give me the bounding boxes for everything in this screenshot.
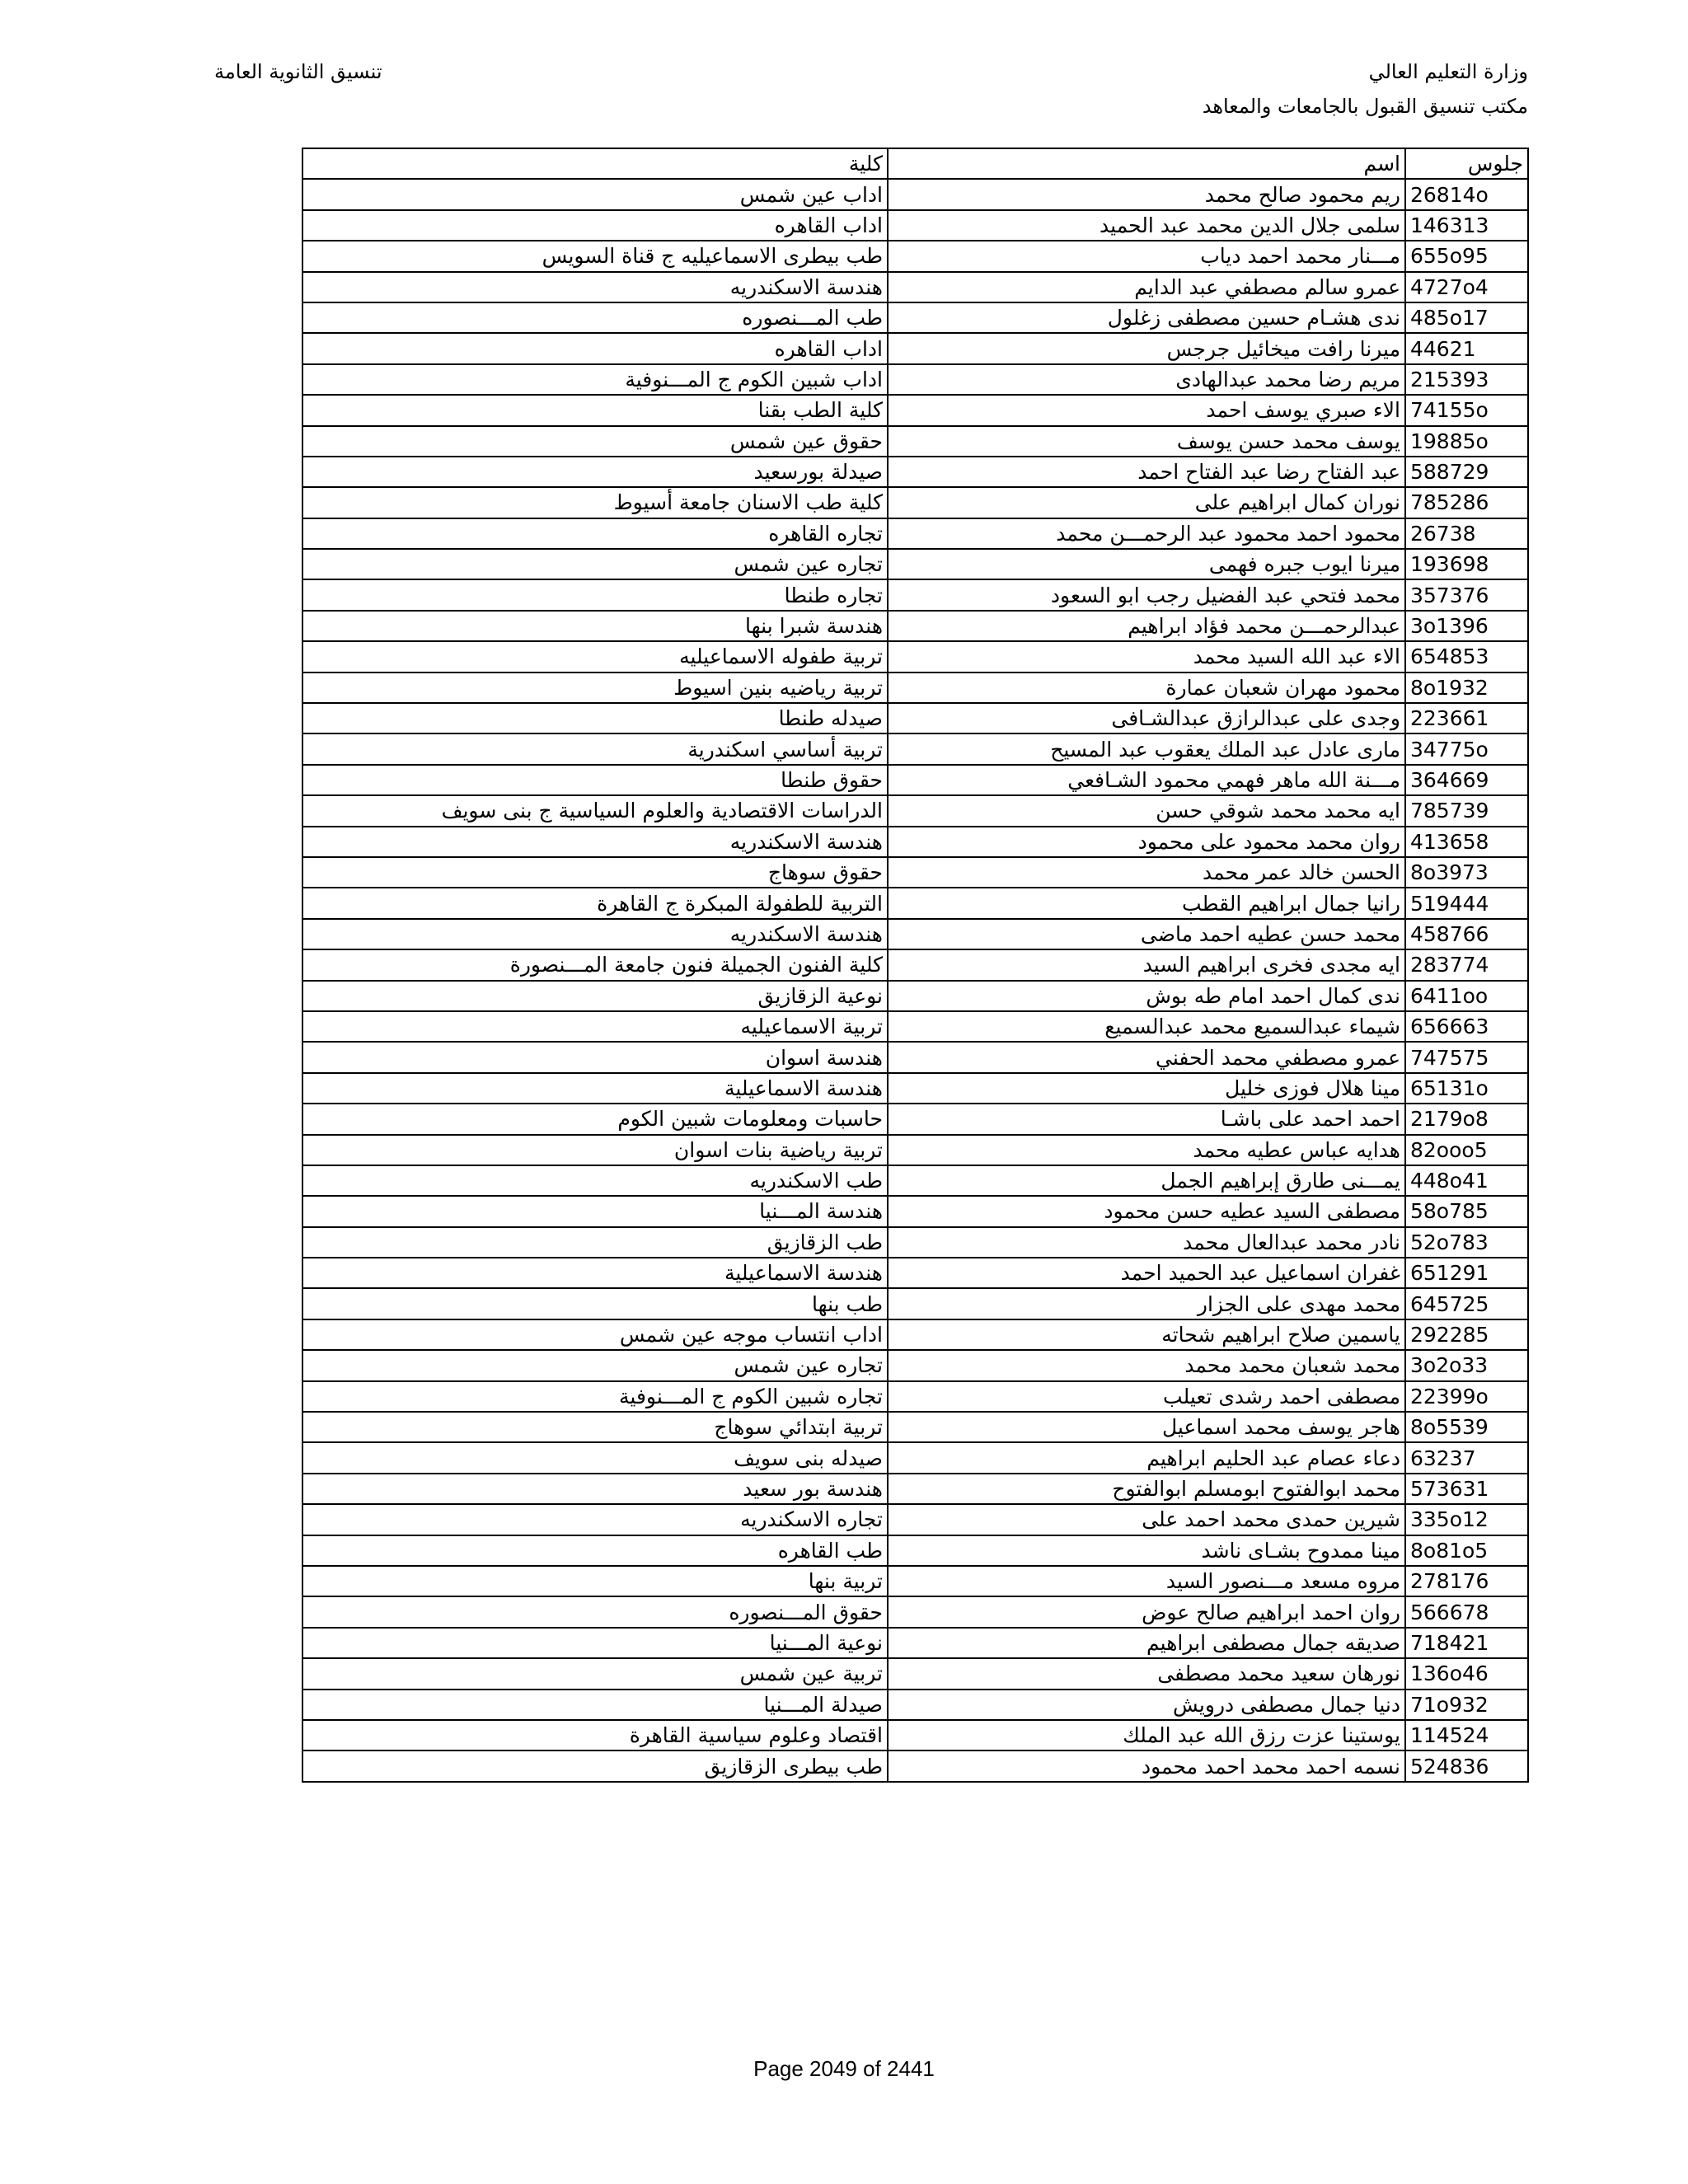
seat-number-cell: 8o5539 <box>1405 1412 1528 1442</box>
faculty-cell: حقوق طنطا <box>302 765 888 795</box>
seat-number-cell: 566678 <box>1405 1596 1528 1627</box>
table-row <box>302 857 1528 888</box>
student-name-cell: يوستينا عزت رزق الله عبد الملك <box>888 1720 1405 1750</box>
table-row <box>302 426 1528 457</box>
student-name-cell: محمد شعبان محمد محمد <box>888 1350 1405 1380</box>
student-name-cell: صديقه جمال مصطفى ابراهيم <box>888 1628 1405 1658</box>
table-row <box>302 210 1528 241</box>
table-row <box>302 888 1528 918</box>
faculty-cell: هندسة اسوان <box>302 1042 888 1072</box>
student-name-cell: عمرو سالم مصطفي عبد الدايم <box>888 272 1405 302</box>
faculty-cell: اداب انتساب موجه عين شمس <box>302 1319 888 1350</box>
student-name-cell: عبد الفتاح رضا عبد الفتاح احمد <box>888 457 1405 487</box>
student-name-cell: ياسمين صلاح ابراهيم شحاته <box>888 1319 1405 1350</box>
student-name-cell: مروه مسعد مـــنصور السيد <box>888 1566 1405 1596</box>
table-row <box>302 1104 1528 1134</box>
seat-number-cell: 655o95 <box>1405 241 1528 271</box>
faculty-cell: طب الاسكندريه <box>302 1165 888 1196</box>
seat-number-cell: 71o932 <box>1405 1690 1528 1720</box>
table-row <box>302 949 1528 980</box>
seat-number-cell: 651291 <box>1405 1258 1528 1288</box>
page-number: Page 2049 of 2441 <box>753 2056 935 2081</box>
faculty-cell: اداب القاهره <box>302 210 888 241</box>
table-row <box>302 549 1528 579</box>
seat-number-cell: 63237 <box>1405 1442 1528 1473</box>
faculty-cell: تجاره القاهره <box>302 518 888 549</box>
faculty-cell: تربية ابتدائي سوهاج <box>302 1412 888 1442</box>
table-row <box>302 302 1528 333</box>
table-row <box>302 1474 1528 1504</box>
table-row <box>302 457 1528 487</box>
student-name-cell: عمرو مصطفي محمد الحفني <box>888 1042 1405 1072</box>
seat-number-cell: 19885o <box>1405 426 1528 457</box>
faculty-cell: تجاره الاسكندريه <box>302 1504 888 1535</box>
student-name-cell: احمد احمد على باشـا <box>888 1104 1405 1134</box>
faculty-cell: تربية عين شمس <box>302 1658 888 1689</box>
table-row <box>302 673 1528 703</box>
faculty-cell: هندسة المـــنيا <box>302 1196 888 1226</box>
student-name-cell: عبدالرحمـــن محمد فؤاد ابراهيم <box>888 611 1405 641</box>
faculty-cell: صيدلة المـــنيا <box>302 1690 888 1720</box>
table-row <box>302 1227 1528 1258</box>
student-name-cell: مـــنار محمد احمد دياب <box>888 241 1405 271</box>
faculty-cell: اقتصاد وعلوم سياسية القاهرة <box>302 1720 888 1750</box>
seat-number-cell: 74155o <box>1405 395 1528 425</box>
table-row <box>302 827 1528 857</box>
seat-number-cell: 524836 <box>1405 1750 1528 1781</box>
table-row <box>302 919 1528 949</box>
table-row <box>302 487 1528 518</box>
faculty-cell: هندسة الاسكندريه <box>302 919 888 949</box>
seat-number-cell: 335o12 <box>1405 1504 1528 1535</box>
student-name-cell: يوسف محمد حسن يوسف <box>888 426 1405 457</box>
seat-number-cell: 747575 <box>1405 1042 1528 1072</box>
seat-number-cell: 283774 <box>1405 949 1528 980</box>
table-row <box>302 1381 1528 1412</box>
seat-number-cell: 2179o8 <box>1405 1104 1528 1134</box>
table-row <box>302 1504 1528 1535</box>
seat-number-cell: 3o2o33 <box>1405 1350 1528 1380</box>
student-name-cell: ايه مجدى فخرى ابراهيم السيد <box>888 949 1405 980</box>
seat-number-cell: 588729 <box>1405 457 1528 487</box>
student-name-cell: نسمه احمد محمد احمد محمود <box>888 1750 1405 1781</box>
faculty-cell: كلية الفنون الجميلة فنون جامعة المـــنصورة <box>302 949 888 980</box>
student-name-cell: محمد فتحي عبد الفضيل رجب ابو السعود <box>888 579 1405 610</box>
seat-number-cell: 448o41 <box>1405 1165 1528 1196</box>
table-row <box>302 795 1528 826</box>
student-name-cell: روان احمد ابراهيم صالح عوض <box>888 1596 1405 1627</box>
table-row <box>302 1628 1528 1658</box>
seat-number-cell: 136o46 <box>1405 1658 1528 1689</box>
table-row <box>302 1288 1528 1319</box>
table-row <box>302 1042 1528 1072</box>
student-name-cell: نادر محمد عبدالعال محمد <box>888 1227 1405 1258</box>
table-row <box>302 1073 1528 1104</box>
faculty-cell: اداب القاهره <box>302 333 888 363</box>
faculty-cell: حاسبات ومعلومات شبين الكوم <box>302 1104 888 1134</box>
seat-number-cell: 485o17 <box>1405 302 1528 333</box>
seat-number-cell: 6411oo <box>1405 981 1528 1011</box>
table-row <box>302 1258 1528 1288</box>
faculty-cell: تربية طفوله الاسماعيليه <box>302 641 888 672</box>
seat-number-cell: 413658 <box>1405 827 1528 857</box>
student-name-cell: دعاء عصام عبد الحليم ابراهيم <box>888 1442 1405 1473</box>
seat-number-cell: 26738 <box>1405 518 1528 549</box>
faculty-cell: نوعية المـــنيا <box>302 1628 888 1658</box>
student-name-cell: محمد مهدى على الجزار <box>888 1288 1405 1319</box>
faculty-cell: طب الزقازيق <box>302 1227 888 1258</box>
faculty-cell: كلية طب الاسنان جامعة أسيوط <box>302 487 888 518</box>
table-header-row <box>302 148 1528 179</box>
student-name-cell: ميرنا ايوب جبره فهمى <box>888 549 1405 579</box>
seat-number-cell: 8o81o5 <box>1405 1535 1528 1566</box>
seat-number-cell: 718421 <box>1405 1628 1528 1658</box>
section-title: تنسيق الثانوية العامة <box>214 60 382 83</box>
table-row <box>302 1011 1528 1042</box>
student-name-cell: الاء صبري يوسف احمد <box>888 395 1405 425</box>
table-row <box>302 1720 1528 1750</box>
faculty-cell: طب القاهره <box>302 1535 888 1566</box>
faculty-cell: نوعية الزقازيق <box>302 981 888 1011</box>
faculty-cell: هندسة بور سعيد <box>302 1474 888 1504</box>
faculty-cell: تربية رياضية بنات اسوان <box>302 1135 888 1165</box>
seat-number-cell: 656663 <box>1405 1011 1528 1042</box>
table-row <box>302 1196 1528 1226</box>
student-name-cell: مصطفى احمد رشدى تعيلب <box>888 1381 1405 1412</box>
student-name-cell: شيرين حمدى محمد احمد على <box>888 1504 1405 1535</box>
faculty-cell: تربية بنها <box>302 1566 888 1596</box>
student-name-cell: مينا ممدوح بشـاى ناشد <box>888 1535 1405 1566</box>
seat-number-cell: 26814o <box>1405 179 1528 209</box>
faculty-cell: تربية الاسماعيليه <box>302 1011 888 1042</box>
seat-number-cell: 8o3973 <box>1405 857 1528 888</box>
student-name-cell: روان محمد محمود على محمود <box>888 827 1405 857</box>
faculty-cell: حقوق عين شمس <box>302 426 888 457</box>
column-header-seat: جلوس <box>1405 148 1528 179</box>
student-name-cell: ايه محمد محمد شوقي حسن <box>888 795 1405 826</box>
table-row <box>302 1165 1528 1196</box>
faculty-cell: طب بنها <box>302 1288 888 1319</box>
student-name-cell: مارى عادل عبد الملك يعقوب عبد المسيح <box>888 733 1405 764</box>
office-title: مكتب تنسيق القبول بالجامعات والمعاهد <box>1202 95 1528 118</box>
faculty-cell: اداب عين شمس <box>302 179 888 209</box>
table-row <box>302 241 1528 271</box>
table-row <box>302 1535 1528 1566</box>
seat-number-cell: 22399o <box>1405 1381 1528 1412</box>
table-row <box>302 179 1528 209</box>
faculty-cell: هندسة الاسكندريه <box>302 272 888 302</box>
table-row <box>302 641 1528 672</box>
faculty-cell: تجاره شبين الكوم ج المـــنوفية <box>302 1381 888 1412</box>
seat-number-cell: 65131o <box>1405 1073 1528 1104</box>
faculty-cell: حقوق المـــنصوره <box>302 1596 888 1627</box>
column-header-faculty: كلية <box>302 148 888 179</box>
faculty-cell: كلية الطب بقنا <box>302 395 888 425</box>
faculty-cell: هندسة شبرا بنها <box>302 611 888 641</box>
seat-number-cell: 34775o <box>1405 733 1528 764</box>
seat-number-cell: 785286 <box>1405 487 1528 518</box>
student-name-cell: ريم محمود صالح محمد <box>888 179 1405 209</box>
student-name-cell: نوران كمال ابراهيم على <box>888 487 1405 518</box>
table-row <box>302 765 1528 795</box>
seat-number-cell: 573631 <box>1405 1474 1528 1504</box>
table-row <box>302 364 1528 395</box>
table-row <box>302 1319 1528 1350</box>
faculty-cell: طب بيطرى الاسماعيليه ج قناة السويس <box>302 241 888 271</box>
student-name-cell: دنيا جمال مصطفى درويش <box>888 1690 1405 1720</box>
student-name-cell: مصطفى السيد عطيه حسن محمود <box>888 1196 1405 1226</box>
faculty-cell: طب بيطرى الزقازيق <box>302 1750 888 1781</box>
table-row <box>302 1750 1528 1781</box>
student-name-cell: هاجر يوسف محمد اسماعيل <box>888 1412 1405 1442</box>
table-row <box>302 1135 1528 1165</box>
faculty-cell: صيدله بنى سويف <box>302 1442 888 1473</box>
table-row <box>302 1412 1528 1442</box>
table-row <box>302 733 1528 764</box>
seat-number-cell: 193698 <box>1405 549 1528 579</box>
table-row <box>302 703 1528 733</box>
student-name-cell: محمد ابوالفتوح ابومسلم ابوالفتوح <box>888 1474 1405 1504</box>
faculty-cell: حقوق سوهاج <box>302 857 888 888</box>
column-header-name: اسم <box>888 148 1405 179</box>
seat-number-cell: 223661 <box>1405 703 1528 733</box>
table-body <box>302 179 1528 1781</box>
student-name-cell: محمد حسن عطيه احمد ماضى <box>888 919 1405 949</box>
table-row <box>302 1566 1528 1596</box>
student-name-cell: مـــنة الله ماهر فهمي محمود الشـافعي <box>888 765 1405 795</box>
ministry-title: وزارة التعليم العالي <box>1368 60 1528 83</box>
seat-number-cell: 785739 <box>1405 795 1528 826</box>
seat-number-cell: 44621 <box>1405 333 1528 363</box>
faculty-cell: تجاره عين شمس <box>302 549 888 579</box>
seat-number-cell: 114524 <box>1405 1720 1528 1750</box>
faculty-cell: تجاره طنطا <box>302 579 888 610</box>
table-row <box>302 1350 1528 1380</box>
faculty-cell: طب المـــنصوره <box>302 302 888 333</box>
table-row <box>302 579 1528 610</box>
seat-number-cell: 357376 <box>1405 579 1528 610</box>
student-name-cell: الحسن خالد عمر محمد <box>888 857 1405 888</box>
seat-number-cell: 82ooo5 <box>1405 1135 1528 1165</box>
table-row <box>302 1690 1528 1720</box>
seat-number-cell: 3o1396 <box>1405 611 1528 641</box>
student-name-cell: وجدى على عبدالرازق عبدالشـافى <box>888 703 1405 733</box>
student-name-cell: نورهان سعيد محمد مصطفى <box>888 1658 1405 1689</box>
seat-number-cell: 52o783 <box>1405 1227 1528 1258</box>
seat-number-cell: 4727o4 <box>1405 272 1528 302</box>
faculty-cell: تجاره عين شمس <box>302 1350 888 1380</box>
faculty-cell: تربية رياضيه بنين اسيوط <box>302 673 888 703</box>
table-row <box>302 611 1528 641</box>
table-row <box>302 981 1528 1011</box>
seat-number-cell: 364669 <box>1405 765 1528 795</box>
student-name-cell: محمود مهران شعبان عمارة <box>888 673 1405 703</box>
seat-number-cell: 292285 <box>1405 1319 1528 1350</box>
seat-number-cell: 645725 <box>1405 1288 1528 1319</box>
faculty-cell: صيدلة بورسعيد <box>302 457 888 487</box>
student-name-cell: سلمى جلال الدين محمد عبد الحميد <box>888 210 1405 241</box>
table-row <box>302 1596 1528 1627</box>
student-name-cell: مريم رضا محمد عبدالهادى <box>888 364 1405 395</box>
faculty-cell: صيدله طنطا <box>302 703 888 733</box>
faculty-cell: هندسة الاسماعيلية <box>302 1073 888 1104</box>
student-name-cell: الاء عبد الله السيد محمد <box>888 641 1405 672</box>
admission-table <box>302 148 1529 1783</box>
table-row <box>302 395 1528 425</box>
table-row <box>302 1658 1528 1689</box>
faculty-cell: هندسة الاسماعيلية <box>302 1258 888 1288</box>
table-row <box>302 333 1528 363</box>
student-name-cell: هدايه عباس عطيه محمد <box>888 1135 1405 1165</box>
faculty-cell: اداب شبين الكوم ج المـــنوفية <box>302 364 888 395</box>
faculty-cell: التربية للطفولة المبكرة ج القاهرة <box>302 888 888 918</box>
student-name-cell: مينا هلال فوزى خليل <box>888 1073 1405 1104</box>
seat-number-cell: 8o1932 <box>1405 673 1528 703</box>
faculty-cell: هندسة الاسكندريه <box>302 827 888 857</box>
student-name-cell: ندى هشـام حسين مصطفى زغلول <box>888 302 1405 333</box>
seat-number-cell: 458766 <box>1405 919 1528 949</box>
seat-number-cell: 278176 <box>1405 1566 1528 1596</box>
faculty-cell: الدراسات الاقتصادية والعلوم السياسية ج بنى سويف <box>302 795 888 826</box>
student-name-cell: يمـــنى طارق إبراهيم الجمل <box>888 1165 1405 1196</box>
seat-number-cell: 58o785 <box>1405 1196 1528 1226</box>
student-name-cell: رانيا جمال ابراهيم القطب <box>888 888 1405 918</box>
student-name-cell: غفران اسماعيل عبد الحميد احمد <box>888 1258 1405 1288</box>
table-row <box>302 518 1528 549</box>
table-row <box>302 272 1528 302</box>
student-name-cell: ندى كمال احمد امام طه بوش <box>888 981 1405 1011</box>
seat-number-cell: 519444 <box>1405 888 1528 918</box>
student-name-cell: شيماء عبدالسميع محمد عبدالسميع <box>888 1011 1405 1042</box>
faculty-cell: تربية أساسي اسكندرية <box>302 733 888 764</box>
student-name-cell: ميرنا رافت ميخائيل جرجس <box>888 333 1405 363</box>
table-row <box>302 1442 1528 1473</box>
seat-number-cell: 146313 <box>1405 210 1528 241</box>
seat-number-cell: 654853 <box>1405 641 1528 672</box>
student-name-cell: محمود احمد محمود عبد الرحمـــن محمد <box>888 518 1405 549</box>
seat-number-cell: 215393 <box>1405 364 1528 395</box>
